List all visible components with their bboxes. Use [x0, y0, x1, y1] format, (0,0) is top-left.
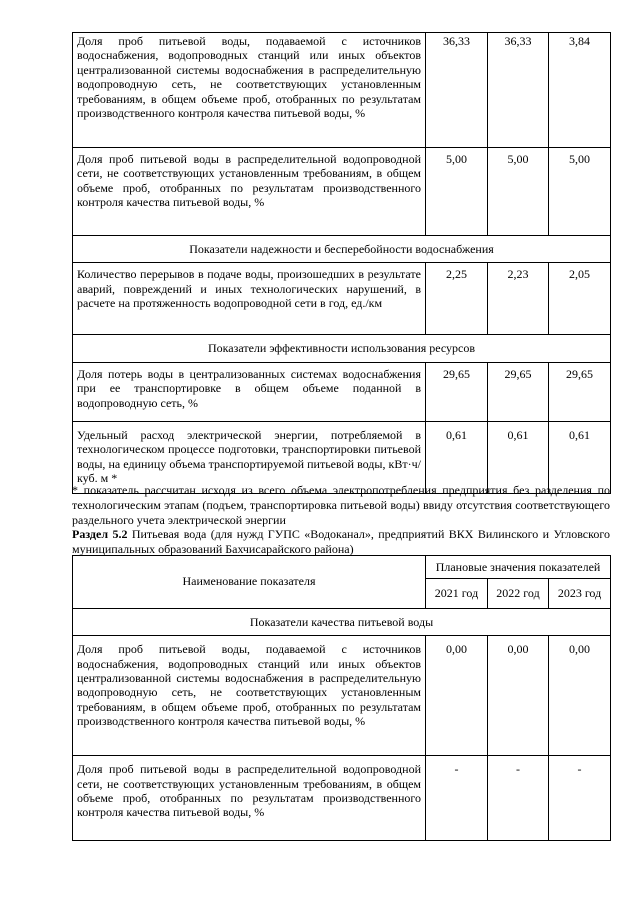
value-2023: 3,84 — [549, 33, 611, 148]
column-header-2023: 2023 год — [549, 579, 611, 608]
value-2023: 5,00 — [549, 148, 611, 236]
table-row — [73, 33, 611, 148]
indicator-name: Доля потерь воды в централизованных системах водоснабжения при ее транспортировке в общем объеме поданной в водопроводную сеть, % — [73, 362, 426, 421]
indicator-name: Доля проб питьевой воды, подаваемой с источников водоснабжения, водопроводных станций или иных объектов централизованной системы водоснабжения в распределительную водопроводную сеть, не соответствующих установленным требованиям, в общем объеме проб, отобранных по результатам производственного контроля качества питьевой воды, % — [73, 33, 426, 148]
footnote: * показатель рассчитан исходя из всего объема электропотребления предприятия без разделения по технологическим этапам (подъем, транспортировка питьевой воды) ввиду отсутствия соответствующего раздельного учета электрической энергии — [72, 483, 610, 527]
value-2022: 0,61 — [488, 421, 549, 493]
value-2021: - — [426, 756, 488, 841]
table-section-row — [73, 608, 611, 635]
indicator-name: Удельный расход электрической энергии, потребляемой в технологическом процессе подготовки, транспортировки питьевой воды, на единицу объема транспортируемой питьевой воды, кВт·ч/куб. м * — [73, 421, 426, 493]
value-2022: - — [488, 756, 549, 841]
table-row — [73, 636, 611, 756]
section-heading-efficiency: Показатели эффективности использования ресурсов — [73, 335, 611, 362]
indicators-table-body — [73, 608, 611, 840]
value-2022: 29,65 — [488, 362, 549, 421]
table-row — [73, 263, 611, 335]
value-2022: 5,00 — [488, 148, 549, 236]
value-2023: 0,61 — [549, 421, 611, 493]
section-heading-water-quality: Показатели качества питьевой воды — [73, 608, 611, 635]
section-number: Раздел 5.2 — [72, 527, 128, 541]
value-2023: 29,65 — [549, 362, 611, 421]
table-header — [73, 556, 611, 609]
section-heading-reliability: Показатели надежности и бесперебойности водоснабжения — [73, 236, 611, 263]
value-2021: 36,33 — [426, 33, 488, 148]
value-2023: 0,00 — [549, 636, 611, 756]
indicators-table — [72, 555, 611, 841]
table-section-row — [73, 335, 611, 362]
value-2023: 2,05 — [549, 263, 611, 335]
indicator-name: Количество перерывов в подаче воды, произошедших в результате аварий, повреждений и иных технологических нарушений, в расчете на протяженность водопроводной сети в год, ед./км — [73, 263, 426, 335]
table-row — [73, 756, 611, 841]
column-header-2021: 2021 год — [426, 579, 488, 608]
table-section-row — [73, 236, 611, 263]
table-header-row — [73, 556, 611, 579]
table-row — [73, 362, 611, 421]
column-header-planned-values: Плановые значения показателей — [426, 556, 611, 579]
value-2021: 5,00 — [426, 148, 488, 236]
value-2021: 29,65 — [426, 362, 488, 421]
value-2021: 0,00 — [426, 636, 488, 756]
indicators-table-continued-body — [73, 33, 611, 494]
indicator-name: Доля проб питьевой воды, подаваемой с источников водоснабжения, водопроводных станций или иных объектов централизованной системы водоснабжения в распределительную водопроводную сеть, не соответствующих установленным требованиям, в общем объеме проб, отобранных по результатам производственного контроля качества питьевой воды, % — [73, 636, 426, 756]
column-header-indicator-name: Наименование показателя — [73, 556, 426, 609]
value-2021: 2,25 — [426, 263, 488, 335]
section-heading — [72, 527, 610, 557]
table-row — [73, 148, 611, 236]
value-2023: - — [549, 756, 611, 841]
indicator-name: Доля проб питьевой воды в распределительной водопроводной сети, не соответствующих установленным требованиям, в общем объеме проб, отобранных по результатам производственного контроля качества питьевой воды, % — [73, 148, 426, 236]
section-title-text: Питьевая вода (для нужд ГУПС «Водоканал», предприятий ВКХ Вилинского и Угловского муниципальных образований Бахчисарайского района) — [72, 527, 610, 556]
value-2022: 0,00 — [488, 636, 549, 756]
indicator-name: Доля проб питьевой воды в распределительной водопроводной сети, не соответствующих установленным требованиям, в общем объеме проб, отобранных по результатам производственного контроля качества питьевой воды, % — [73, 756, 426, 841]
column-header-2022: 2022 год — [488, 579, 549, 608]
indicators-table-continued — [72, 32, 611, 494]
value-2022: 36,33 — [488, 33, 549, 148]
value-2022: 2,23 — [488, 263, 549, 335]
value-2021: 0,61 — [426, 421, 488, 493]
